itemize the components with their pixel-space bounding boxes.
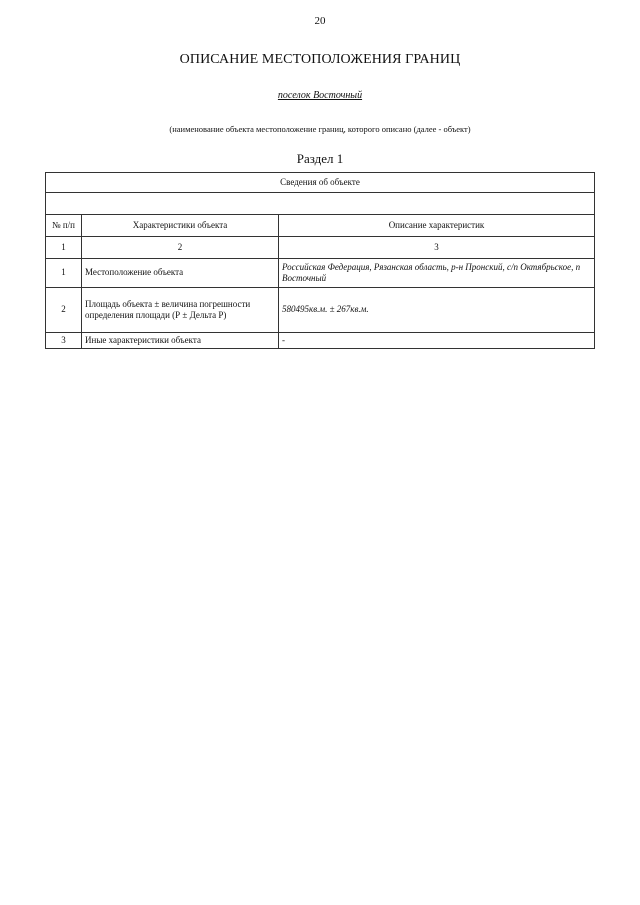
column-number-2: 2	[82, 237, 279, 259]
table-heading-row	[46, 173, 595, 193]
row-characteristic: Площадь объекта ± величина погрешности определения площади (Р ± Дельта Р)	[82, 288, 279, 333]
row-description: 580495кв.м. ± 267кв.м.	[279, 288, 595, 333]
object-info-table	[45, 172, 595, 349]
row-description: Российская Федерация, Рязанская область, р-н Пронский, с/п Октябрьское, п Восточный	[279, 259, 595, 288]
row-description: -	[279, 333, 595, 349]
table-row	[46, 259, 595, 288]
table-row	[46, 288, 595, 333]
page-number: 20	[314, 15, 326, 27]
row-characteristic: Местоположение объекта	[82, 259, 279, 288]
row-characteristic: Иные характеристики объекта	[82, 333, 279, 349]
row-number: 3	[46, 333, 82, 349]
table-empty-cell	[46, 193, 595, 215]
column-number-1: 1	[46, 237, 82, 259]
object-name-text: поселок Восточный	[277, 90, 363, 101]
object-name-caption: (наименование объекта местоположение границ, которого описано (далее - объект)	[169, 124, 471, 134]
table-empty-row	[46, 193, 595, 215]
column-header-characteristic: Характеристики объекта	[82, 215, 279, 237]
table-column-numbers	[46, 237, 595, 259]
table-column-headers	[46, 215, 595, 237]
column-header-description: Описание характеристик	[279, 215, 595, 237]
table-row	[46, 333, 595, 349]
row-number: 2	[46, 288, 82, 333]
column-header-number: № п/п	[46, 215, 82, 237]
row-number: 1	[46, 259, 82, 288]
object-name	[0, 90, 640, 101]
section-title: Раздел 1	[296, 151, 344, 166]
table-heading: Сведения об объекте	[46, 173, 595, 193]
document-title: ОПИСАНИЕ МЕСТОПОЛОЖЕНИЯ ГРАНИЦ	[179, 52, 461, 67]
column-number-3: 3	[279, 237, 595, 259]
